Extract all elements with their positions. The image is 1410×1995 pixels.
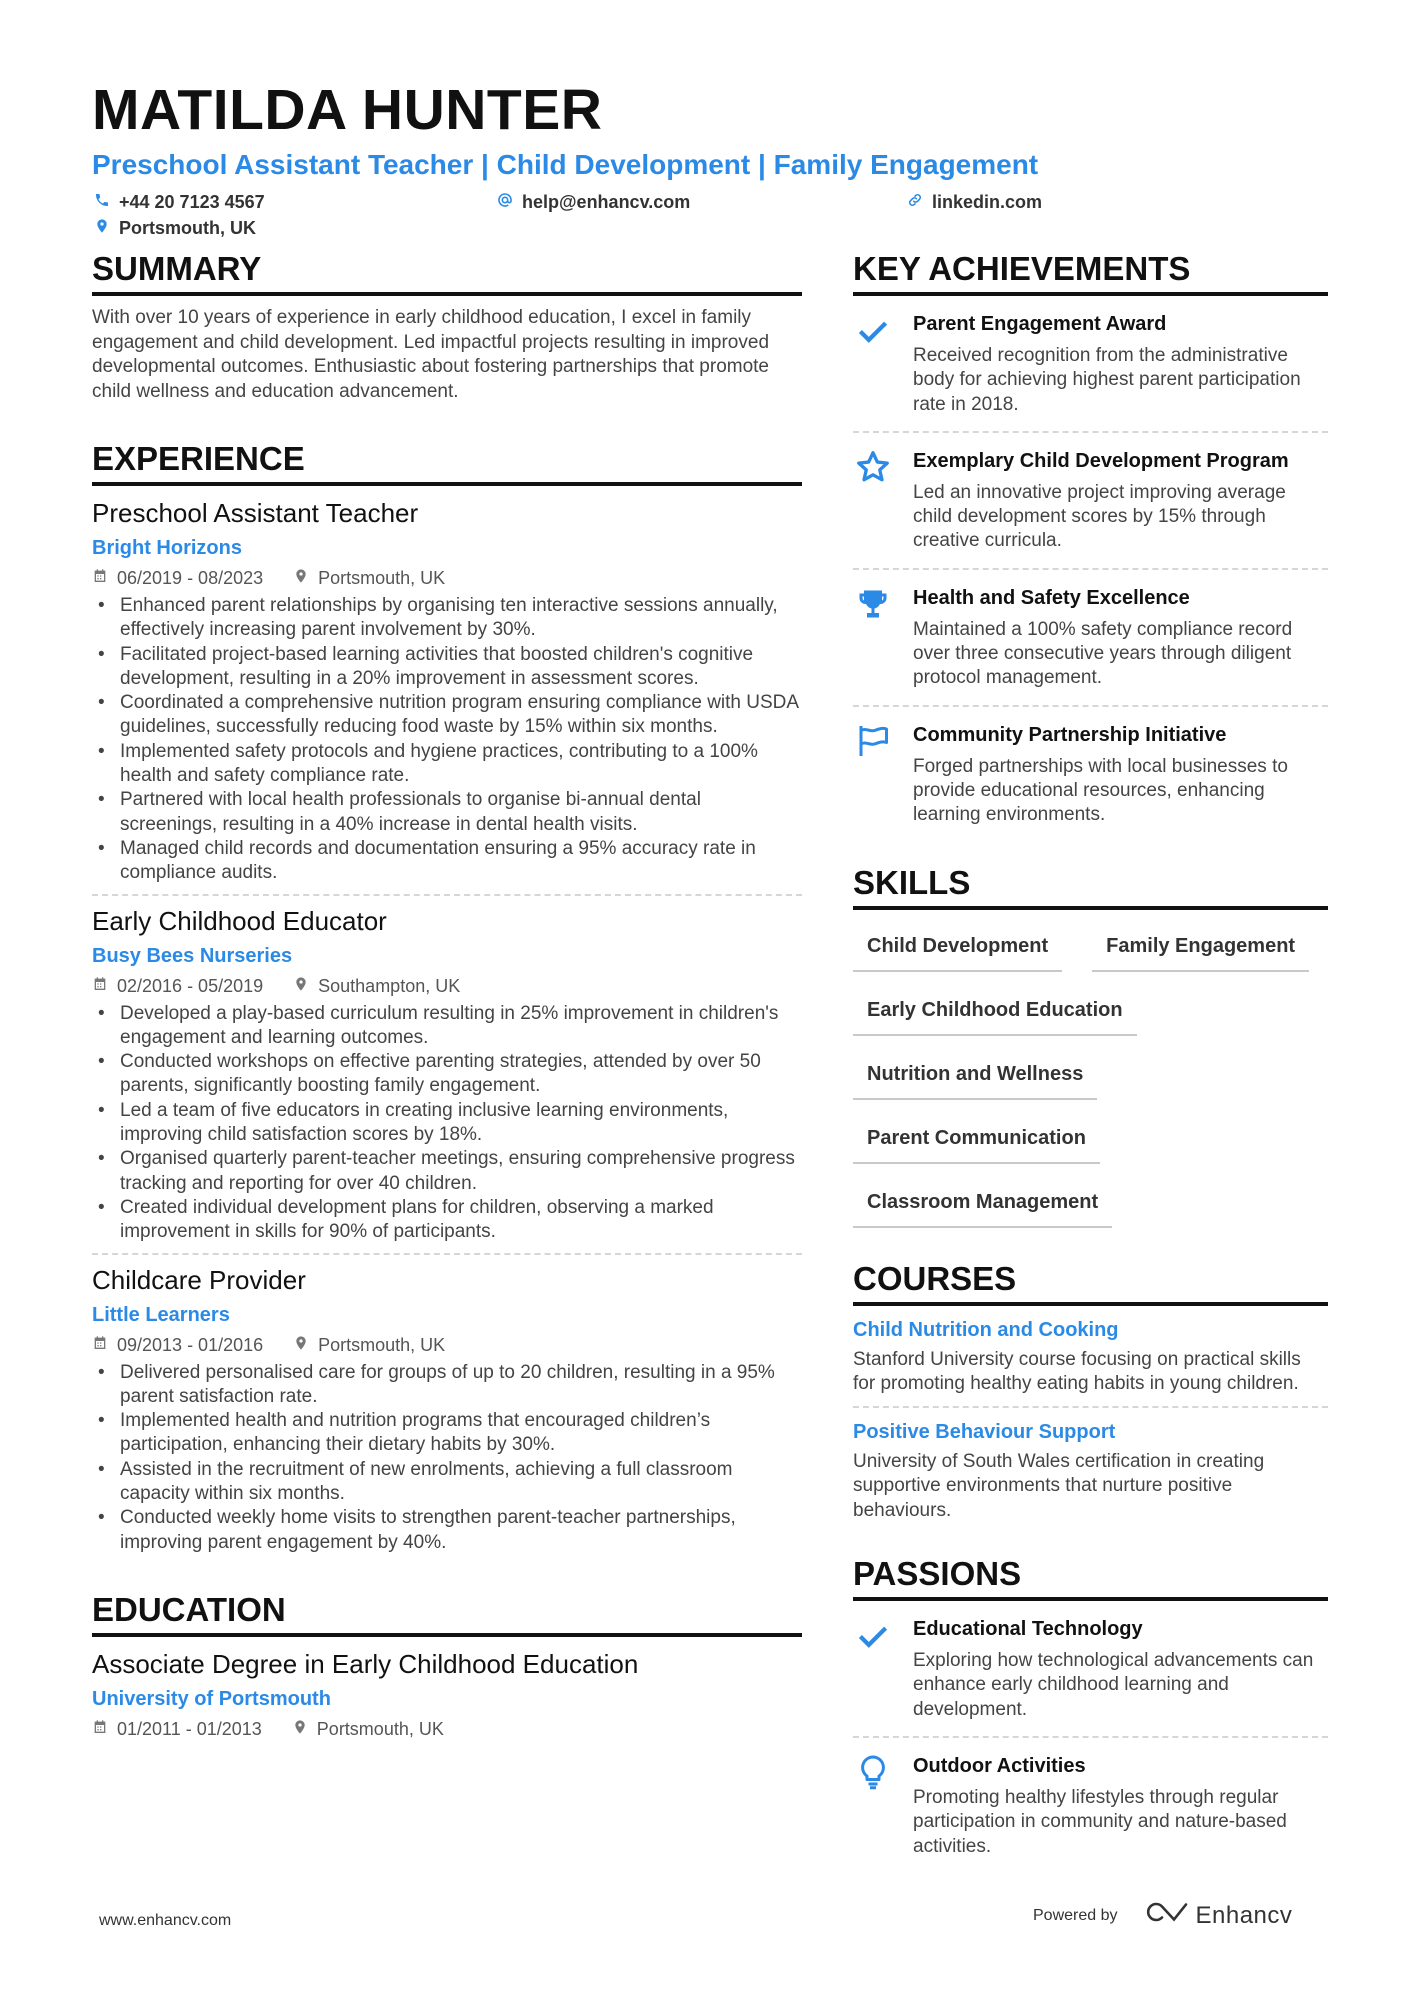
job-location-text: Southampton, UK (318, 975, 461, 996)
location-pin-icon (94, 216, 110, 240)
course-desc: Stanford University course focusing on practical skills for promoting healthy eating habits in young children. (853, 1348, 1301, 1394)
degree-title: Associate Degree in Early Childhood Education (92, 1648, 639, 1679)
achievement-item (853, 443, 1328, 566)
job-location (293, 974, 460, 998)
job-bullet: • Developed a play-based curriculum resulting in 25% improvement in children's engagement and learning outcomes. (92, 1002, 802, 1051)
job-location-text: Portsmouth, UK (318, 1334, 446, 1355)
location-pin-icon (293, 974, 309, 998)
achievement-item (853, 580, 1328, 703)
calendar-icon (92, 1717, 108, 1741)
job-bullets (92, 1361, 802, 1555)
education-section (92, 1589, 802, 1741)
contact-email[interactable] (497, 190, 690, 214)
trophy-icon (853, 584, 893, 691)
phone-number: +44 20 7123 4567 (119, 192, 265, 212)
job-dates-text: 02/2016 - 05/2019 (117, 975, 264, 996)
footer-branding (1033, 1900, 1292, 1931)
powered-by-label: Powered by (1033, 1906, 1118, 1924)
at-icon (497, 190, 513, 214)
divider (853, 431, 1328, 433)
passions-heading: PASSIONS (853, 1553, 1328, 1601)
divider (853, 1406, 1328, 1408)
job-bullet: • Partnered with local health professionals to organise bi-annual dental screenings, resulting in a 40% increase in dental health visits. (92, 788, 802, 837)
achievements-heading: KEY ACHIEVEMENTS (853, 248, 1328, 296)
footer-website[interactable]: www.enhancv.com (99, 1912, 232, 1929)
skill-tag: Family Engagement (1092, 920, 1309, 972)
skill-tag: Child Development (853, 920, 1062, 972)
achievement-title: Parent Engagement Award (913, 313, 1167, 335)
divider (92, 894, 802, 896)
contact-linkedin[interactable] (907, 190, 1042, 214)
achievement-desc: Led an innovative project improving average child development scores by 15% through creative curricula. (913, 481, 1286, 552)
job-meta (92, 974, 802, 998)
course-item (853, 1418, 1328, 1523)
job-bullet: • Conducted weekly home visits to strengthen parent-teacher partnerships, improving parent engagement by 40%. (92, 1506, 802, 1555)
job-meta (92, 1333, 802, 1357)
education-location (292, 1717, 444, 1741)
passion-title: Educational Technology (913, 1618, 1143, 1641)
location-pin-icon (293, 566, 309, 590)
job-bullet: • Assisted in the recruitment of new enrolments, achieving a full classroom capacity within six months. (92, 1458, 802, 1507)
experience-heading: EXPERIENCE (92, 438, 802, 486)
job-dates (92, 566, 263, 590)
phone-icon (94, 190, 110, 214)
job-company: Busy Bees Nurseries (92, 944, 293, 967)
left-column (92, 248, 802, 1741)
achievement-desc: Maintained a 100% safety compliance record over three consecutive years through diligent protocol management. (913, 618, 1293, 689)
star-icon (853, 447, 893, 554)
education-heading: EDUCATION (92, 1589, 802, 1637)
education-meta (92, 1717, 802, 1741)
enhancv-logo-icon (1142, 1900, 1188, 1931)
passion-desc: Exploring how technological advancements can enhance early childhood learning and development. (913, 1650, 1314, 1720)
job-dates (92, 974, 263, 998)
job-company: Bright Horizons (92, 537, 242, 559)
job-bullet: • Coordinated a comprehensive nutrition program ensuring compliance with USDA guidelines, successfully reducing food waste by 15% within six months. (92, 691, 802, 740)
calendar-icon (92, 1333, 108, 1357)
job-bullet: • Implemented health and nutrition programs that encouraged children’s participation, enhancing their dietary habits by 30%. (92, 1409, 802, 1458)
job-dates-text: 06/2019 - 08/2023 (117, 568, 264, 588)
achievement-item (853, 306, 1328, 429)
job-bullets (92, 1002, 802, 1245)
achievement-title: Community Partnership Initiative (913, 723, 1227, 746)
achievement-title: Health and Safety Excellence (913, 586, 1190, 609)
job-bullet: • Facilitated project-based learning activities that boosted children's cognitive development, resulting in a 20% improvement in assessment scores. (92, 643, 802, 692)
divider (92, 1253, 802, 1255)
lightbulb-icon (853, 1752, 893, 1859)
education-dates-text: 01/2011 - 01/2013 (117, 1718, 262, 1739)
course-item (853, 1316, 1328, 1397)
linkedin-url: linkedin.com (932, 192, 1043, 212)
passion-item (853, 1611, 1328, 1734)
achievement-desc: Received recognition from the administrative body for achieving highest parent participation rate in 2018. (913, 345, 1301, 415)
job-bullets (92, 594, 802, 886)
email-address: help@enhancv.com (522, 192, 691, 212)
contact-info (92, 186, 1322, 240)
achievement-title: Exemplary Child Development Program (913, 449, 1289, 472)
job-entry (92, 1263, 802, 1555)
job-role: Childcare Provider (92, 1264, 306, 1295)
enhancv-logo[interactable] (1142, 1900, 1293, 1931)
job-entry (92, 496, 802, 886)
enhancv-logo-text: Enhancv (1195, 1901, 1293, 1929)
calendar-icon (92, 974, 108, 998)
skill-tag: Nutrition and Wellness (853, 1048, 1097, 1100)
skills-list (853, 920, 1328, 1240)
job-dates (92, 1333, 263, 1357)
calendar-icon (92, 566, 108, 590)
job-dates-text: 09/2013 - 01/2016 (117, 1334, 264, 1355)
courses-heading: COURSES (853, 1258, 1328, 1306)
passion-title: Outdoor Activities (913, 1754, 1086, 1777)
achievement-item (853, 717, 1328, 840)
passion-desc: Promoting healthy lifestyles through regular participation in community and nature-based activities. (913, 1786, 1287, 1857)
location-pin-icon (293, 1333, 309, 1357)
job-bullet: • Implemented safety protocols and hygiene practices, contributing to a 100% health and safety compliance rate. (92, 740, 802, 789)
contact-phone[interactable] (94, 190, 265, 214)
skill-tag: Early Childhood Education (853, 984, 1137, 1036)
job-company: Little Learners (92, 1303, 230, 1326)
right-column (853, 248, 1328, 1871)
job-role: Early Childhood Educator (92, 905, 387, 936)
job-location (293, 566, 445, 590)
job-bullet: • Enhanced parent relationships by organising ten interactive sessions annually, effectively increasing parent involvement by 30%. (92, 594, 802, 643)
candidate-tagline: Preschool Assistant Teacher | Child Development | Family Engagement (92, 149, 1039, 180)
job-bullet: • Led a team of five educators in creating inclusive learning environments, improving child satisfaction scores by 18%. (92, 1099, 802, 1148)
job-bullet: • Created individual development plans for children, observing a marked improvement in skills for 90% of participants. (92, 1196, 802, 1245)
summary-heading: SUMMARY (92, 248, 802, 296)
resume-header (92, 78, 1322, 240)
divider (853, 568, 1328, 570)
education-dates (92, 1717, 262, 1741)
course-title: Child Nutrition and Cooking (853, 1318, 1119, 1341)
job-role: Preschool Assistant Teacher (92, 498, 419, 528)
contact-location (94, 216, 256, 240)
summary-text: With over 10 years of experience in early childhood education, I excel in family engagement and child development. Led impactful projects resulting in improved developmental outcomes. Enthusiastic about fostering partnerships that promote child wellness and education advancement. (92, 307, 770, 402)
job-meta (92, 566, 802, 590)
checkmark-icon (853, 1615, 893, 1722)
job-location-text: Portsmouth, UK (318, 568, 446, 588)
skill-tag: Classroom Management (853, 1176, 1112, 1228)
checkmark-icon (853, 310, 893, 417)
job-bullet: • Conducted workshops on effective parenting strategies, attended by over 50 parents, significantly boosting family engagement. (92, 1050, 802, 1099)
job-bullet: • Organised quarterly parent-teacher meetings, ensuring comprehensive progress tracking and reporting for over 40 children. (92, 1147, 802, 1196)
skill-tag: Parent Communication (853, 1112, 1100, 1164)
flag-icon (853, 721, 893, 828)
course-desc: University of South Wales certification in creating supportive environments that nurture positive behaviours. (853, 1451, 1265, 1521)
link-icon (907, 190, 923, 214)
skills-heading: SKILLS (853, 862, 1328, 910)
passion-item (853, 1748, 1328, 1871)
location-text: Portsmouth, UK (119, 218, 256, 238)
job-bullet: • Delivered personalised care for groups of up to 20 children, resulting in a 95% parent satisfaction rate. (92, 1361, 802, 1410)
school-name: University of Portsmouth (92, 1687, 331, 1710)
course-title: Positive Behaviour Support (853, 1421, 1116, 1444)
education-location-text: Portsmouth, UK (316, 1718, 444, 1739)
candidate-name: MATILDA HUNTER (92, 78, 603, 142)
divider (853, 705, 1328, 707)
achievement-desc: Forged partnerships with local businesses to provide educational resources, enhancing learning environments. (913, 755, 1288, 826)
job-location (293, 1333, 445, 1357)
job-bullet: • Managed child records and documentation ensuring a 95% accuracy rate in compliance audits. (92, 837, 802, 886)
divider (853, 1736, 1328, 1738)
location-pin-icon (292, 1717, 308, 1741)
job-entry (92, 904, 802, 1245)
